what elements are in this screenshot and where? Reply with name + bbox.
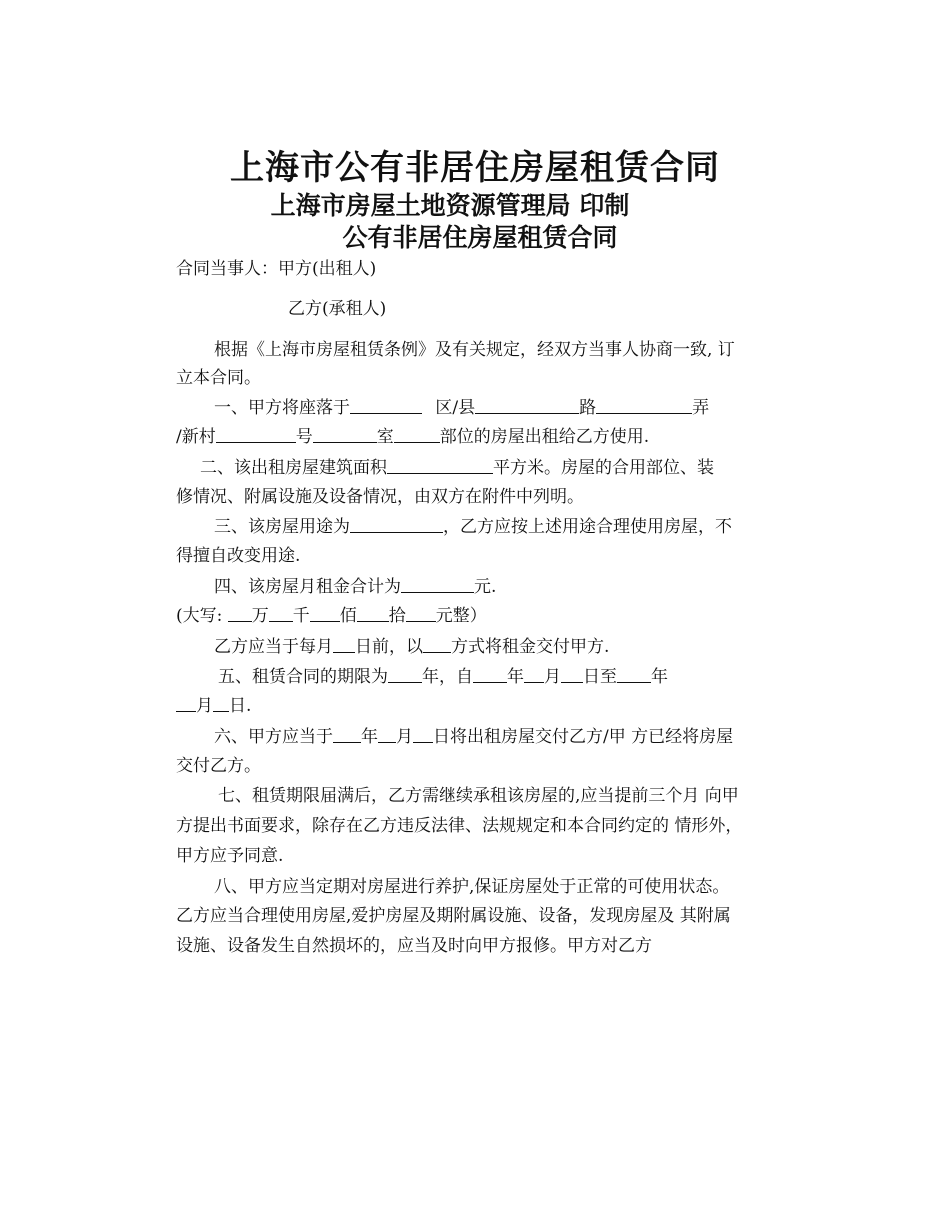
clause-5-text: 五、租赁合同的期限为 — [218, 667, 388, 687]
issuer-line: 上海市房屋土地资源管理局 印制 — [270, 191, 630, 220]
start-day-blank — [561, 665, 583, 683]
term-years-blank — [388, 665, 422, 683]
contract-title: 上海市公有非居住房屋租赁合同 — [230, 148, 720, 188]
clause-3-text: 三、该房屋用途为 — [214, 517, 350, 537]
room-blank — [313, 425, 377, 443]
start-month-label: 月 — [544, 667, 561, 687]
clause-1-end: 部位的房屋出租给乙方使用. — [439, 427, 650, 447]
clause-1-text: 一、甲方将座落于 — [214, 398, 350, 418]
end-day-blank — [213, 694, 229, 712]
start-year-blank — [473, 665, 507, 683]
payday-blank — [333, 635, 355, 653]
delivery-day-blank — [413, 725, 433, 743]
clause-1-room-label: 室 — [376, 427, 394, 447]
clause-5-line-2 — [176, 694, 251, 718]
clause-5-from: 年，自 — [422, 667, 473, 687]
clause-4-line-1 — [214, 575, 496, 599]
shi-label: 拾 — [388, 606, 406, 626]
clause-4-line-2 — [176, 604, 487, 628]
clause-3-text-b: ，乙方应按上述用途合理使用房屋，不 — [443, 517, 732, 537]
clause-8-line-1: 八、甲方应当定期对房屋进行养护,保证房屋处于正常的可使用状态。 — [214, 877, 730, 897]
wan-label: 万 — [251, 606, 269, 626]
end-day-label: 日. — [229, 696, 252, 716]
start-month-blank — [524, 665, 544, 683]
clause-1-village-label: /新村 — [176, 427, 216, 447]
bai-blank — [310, 604, 340, 622]
party-a-line: 合同当事人：甲方(出租人) — [176, 259, 377, 279]
intro-line-1: 根据《上海市房屋租赁条例》及有关规定，经双方当事人协商一致, 订 — [214, 340, 735, 360]
clause-1-line-1 — [214, 396, 709, 420]
payment-method-blank — [423, 635, 451, 653]
wan-blank — [228, 604, 252, 622]
clause-6-text: 六、甲方应当于 — [214, 727, 333, 747]
bai-label: 佰 — [339, 606, 357, 626]
clause-6-line-1 — [214, 725, 733, 749]
clause-7-line-3: 甲方应予同意. — [176, 846, 284, 866]
party-b-line: 乙方(承租人) — [288, 299, 387, 319]
area-blank — [387, 456, 493, 474]
clause-8-line-2: 乙方应当合理使用房屋,爱护房屋及期附属设施、设备，发现房屋及 其附属 — [176, 906, 731, 926]
contract-subtitle: 公有非居住房屋租赁合同 — [342, 223, 618, 252]
clause-1-district-label: 区/县 — [435, 398, 476, 418]
road-blank — [475, 396, 579, 414]
clause-2-text: 二、该出租房屋建筑面积 — [200, 458, 387, 478]
end-year-blank — [617, 665, 651, 683]
yuan-label: 元整） — [435, 606, 487, 626]
delivery-month-blank — [378, 725, 396, 743]
clause-7-line-1: 七、租赁期限届满后，乙方需继续承租该房屋的,应当提前三个月 向甲 — [218, 786, 739, 806]
clause-2-line-1 — [200, 456, 714, 480]
shi-blank — [357, 604, 389, 622]
clause-4-unit: 元. — [474, 577, 497, 597]
clause-1-number-label: 号 — [295, 427, 313, 447]
clause-7-line-2: 方提出书面要求，除存在乙方违反法律、法规规定和本合同约定的 情形外， — [176, 816, 743, 836]
usage-blank — [350, 515, 443, 533]
intro-line-2: 立本合同。 — [176, 368, 261, 388]
part-blank — [394, 425, 440, 443]
clause-4-line-3 — [214, 635, 609, 659]
lane-blank — [596, 396, 692, 414]
clause-2-text-b: 平方米。房屋的合用部位、装 — [493, 458, 714, 478]
amount-words-label: (大写: — [176, 606, 228, 626]
end-year-label: 年 — [651, 667, 668, 687]
start-year-label: 年 — [507, 667, 524, 687]
end-month-blank — [176, 694, 196, 712]
qian-label: 千 — [292, 606, 310, 626]
delivery-month-label: 月 — [396, 727, 413, 747]
clause-3-line-2: 得擅自改变用途. — [176, 546, 301, 566]
clause-6-line-2: 交付乙方。 — [176, 756, 261, 776]
payment-method-label: 日前，以 — [355, 637, 423, 657]
qian-blank — [269, 604, 293, 622]
clause-1-line-2 — [176, 425, 649, 449]
end-month-label: 月 — [196, 696, 213, 716]
yuan-blank — [406, 604, 436, 622]
clause-1-road-label: 路 — [579, 398, 597, 418]
clause-6-text-b: 日将出租房屋交付乙方/甲 方已经将房屋 — [433, 727, 734, 747]
clause-4-text: 四、该房屋月租金合计为 — [214, 577, 401, 597]
payday-label: 乙方应当于每月 — [214, 637, 333, 657]
delivery-year-label: 年 — [361, 727, 378, 747]
clause-8-line-3: 设施、设备发生自然损坏的，应当及时向甲方报修。甲方对乙方 — [176, 936, 652, 956]
clause-3-line-1 — [214, 515, 732, 539]
rent-blank — [401, 575, 474, 593]
clause-1-lane-label: 弄 — [692, 398, 710, 418]
clause-5-line-1 — [218, 665, 668, 689]
district-blank — [350, 396, 422, 414]
clause-4-end: 方式将租金交付甲方. — [451, 637, 610, 657]
start-day-label: 日至 — [583, 667, 617, 687]
delivery-year-blank — [333, 725, 361, 743]
number-blank — [216, 425, 296, 443]
clause-2-line-2: 修情况、附属设施及设备情况，由双方在附件中列明。 — [176, 487, 584, 507]
